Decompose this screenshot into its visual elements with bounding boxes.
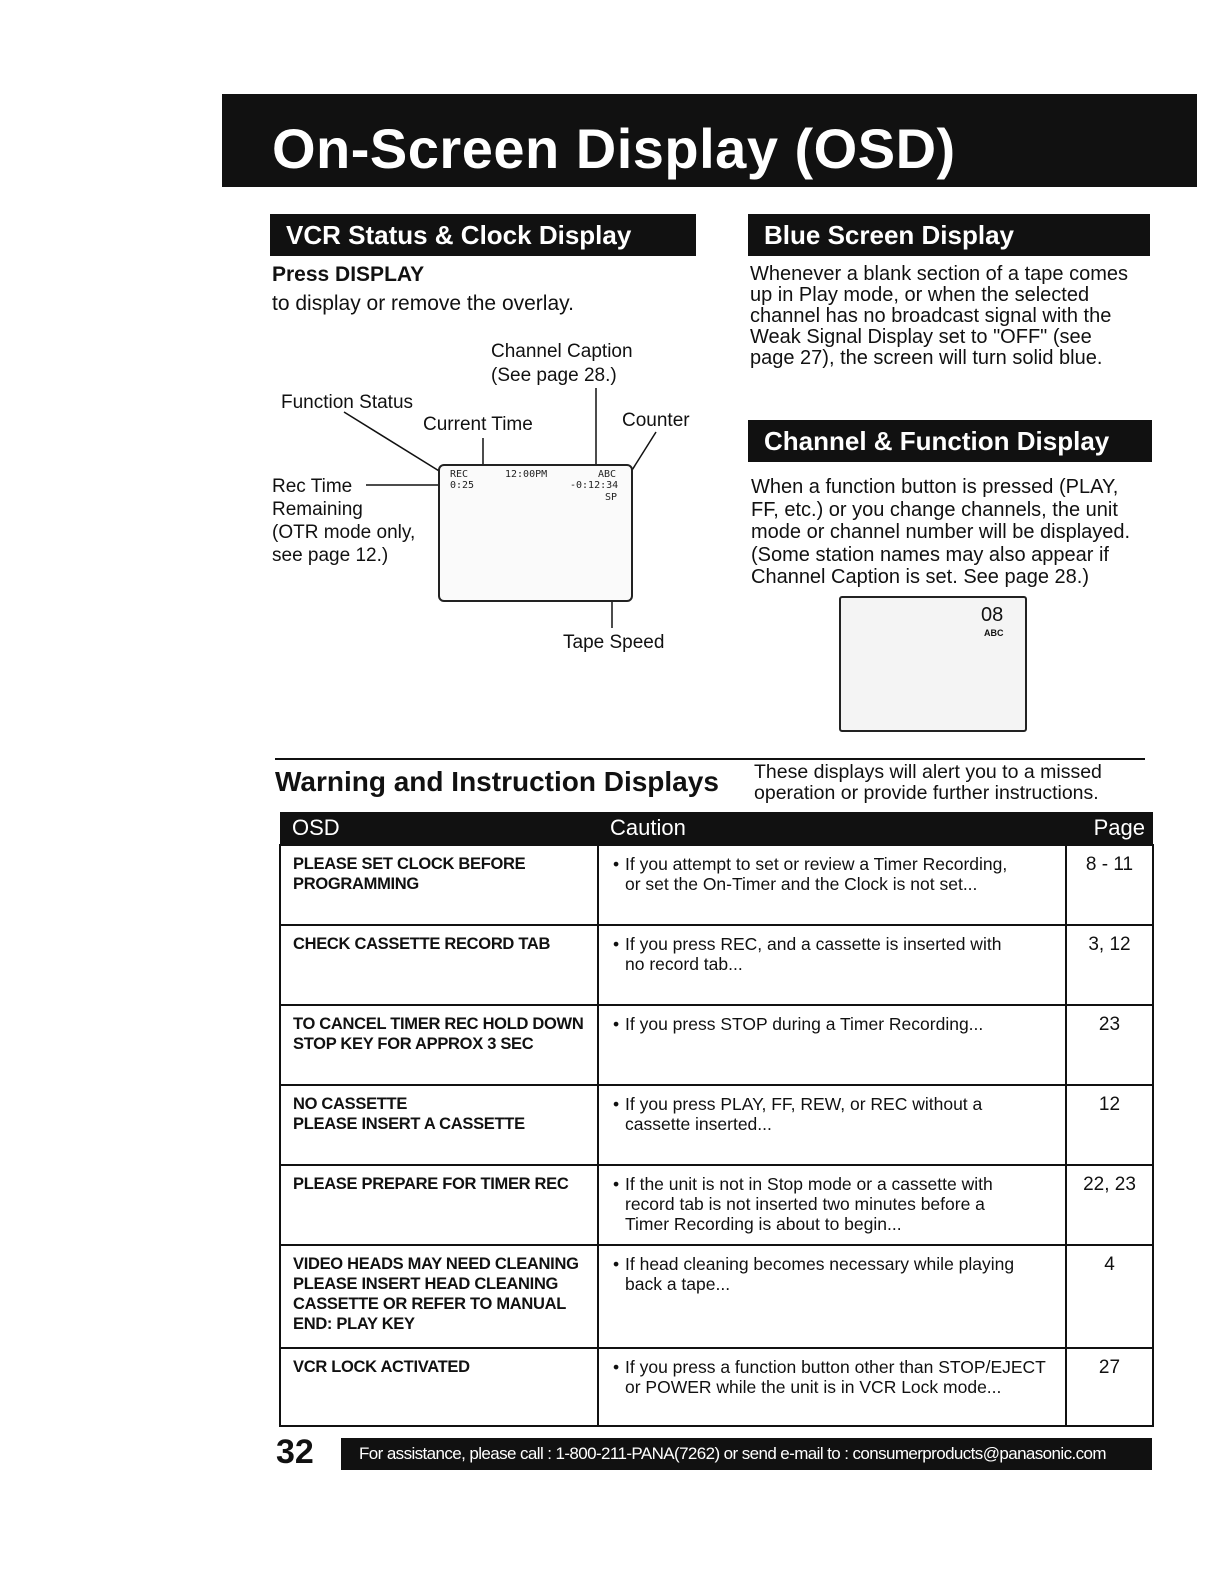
- col-osd: OSD: [280, 812, 598, 845]
- channel-screen-diagram: [839, 596, 1027, 732]
- warning-table: [279, 812, 1154, 1427]
- caution-text: [598, 1348, 1066, 1426]
- caution-text: [598, 845, 1066, 925]
- vcr-status-heading: VCR Status & Clock Display: [270, 214, 696, 256]
- caution-line: If you press REC, and a cassette is inserted with: [625, 934, 1002, 954]
- osd-message-line: CHECK CASSETTE RECORD TAB: [293, 935, 551, 953]
- table-row: [280, 1085, 1153, 1165]
- press-display-desc: to display or remove the overlay.: [272, 292, 574, 315]
- osd-message-line: END: PLAY KEY: [293, 1315, 415, 1333]
- osd-rec-remaining: 0:25: [450, 480, 475, 491]
- col-page: Page: [1066, 812, 1153, 845]
- caution-line: or POWER while the unit is in VCR Lock mode...: [625, 1377, 1002, 1397]
- function-status-label: Function Status: [281, 392, 414, 413]
- blue-screen-text: [750, 264, 1170, 369]
- caution-text: [598, 1165, 1066, 1245]
- table-row: [280, 1348, 1153, 1426]
- caution-line: If the unit is not in Stop mode or a cassette with: [625, 1174, 993, 1194]
- bullet-icon: •: [613, 934, 620, 954]
- osd-message: [280, 845, 598, 925]
- table-row: [280, 845, 1153, 925]
- press-display-label: Press DISPLAY: [272, 263, 425, 286]
- caution-line: no record tab...: [625, 954, 743, 974]
- caution-line: If you press PLAY, FF, REW, or REC without a: [625, 1094, 983, 1114]
- caution-line: If you press STOP during a Timer Recording...: [625, 1014, 984, 1034]
- bullet-icon: •: [613, 1094, 620, 1114]
- caution-line: If head cleaning becomes necessary while playing: [625, 1254, 1015, 1274]
- osd-message-line: CASSETTE OR REFER TO MANUAL: [293, 1295, 567, 1313]
- osd-message-line: VCR LOCK ACTIVATED: [293, 1358, 470, 1376]
- page-number: 32: [276, 1433, 314, 1471]
- osd-message: [280, 1245, 598, 1348]
- caution-text: [598, 1085, 1066, 1165]
- osd-message: [280, 1348, 598, 1426]
- osd-message-line: PLEASE INSERT HEAD CLEANING: [293, 1275, 559, 1293]
- bullet-icon: •: [613, 854, 620, 874]
- table-row: [280, 1245, 1153, 1348]
- osd-message: [280, 1165, 598, 1245]
- table-row: [280, 1165, 1153, 1245]
- warning-heading: Warning and Instruction Displays: [275, 766, 719, 797]
- channel-function-line: Channel Caption is set. See page 28.): [751, 566, 1089, 588]
- osd-screen-diagram: [438, 464, 633, 602]
- channel-function-heading: Channel & Function Display: [748, 420, 1152, 462]
- channel-caption-label: Channel Caption: [491, 341, 633, 362]
- counter-label: Counter: [622, 410, 690, 431]
- osd-message-line: TO CANCEL TIMER REC HOLD DOWN: [293, 1015, 584, 1033]
- rec-time-label: Rec Time: [272, 476, 353, 497]
- caution-text: [598, 925, 1066, 1005]
- blue-screen-line: up in Play mode, or when the selected: [750, 284, 1090, 306]
- bullet-icon: •: [613, 1174, 620, 1194]
- warning-intro-1: These displays will alert you to a missed: [754, 761, 1102, 783]
- blue-screen-line: channel has no broadcast signal with the: [750, 305, 1112, 327]
- caution-line: record tab is not inserted two minutes before a: [625, 1194, 985, 1214]
- blue-screen-line: Weak Signal Display set to "OFF" (see: [750, 326, 1092, 348]
- osd-counter: -0:12:34: [570, 480, 619, 491]
- otr-mode-label: (OTR mode only,: [272, 522, 416, 543]
- caution-line: If you attempt to set or review a Timer Recording,: [625, 854, 1008, 874]
- bullet-icon: •: [613, 1254, 620, 1274]
- caution-text: [598, 1245, 1066, 1348]
- see-page-label: see page 12.): [272, 545, 389, 566]
- current-time-label: Current Time: [423, 414, 533, 435]
- page-ref: 4: [1066, 1245, 1153, 1348]
- page-ref: 8 - 11: [1066, 845, 1153, 925]
- table-row: [280, 925, 1153, 1005]
- osd-message-line: PLEASE SET CLOCK BEFORE: [293, 855, 526, 873]
- page-ref: 22, 23: [1066, 1165, 1153, 1245]
- page-ref: 3, 12: [1066, 925, 1153, 1005]
- osd-abc: ABC: [598, 469, 617, 480]
- assistance-bar: For assistance, please call : 1-800-211-PANA(7262) or send e-mail to : consumerproducts@panasonic.com: [341, 1438, 1152, 1470]
- osd-message: [280, 1005, 598, 1085]
- warning-table-header: [280, 812, 1153, 845]
- osd-message-line: PLEASE INSERT A CASSETTE: [293, 1115, 525, 1133]
- caution-line: back a tape...: [625, 1274, 731, 1294]
- screen-channel-number: 08: [981, 604, 1004, 626]
- channel-function-line: When a function button is pressed (PLAY,: [751, 476, 1119, 498]
- rec-remaining-label: Remaining: [272, 499, 363, 520]
- screen-station-name: ABC: [984, 628, 1004, 638]
- bullet-icon: •: [613, 1014, 620, 1034]
- blue-screen-line: Whenever a blank section of a tape comes: [750, 263, 1128, 285]
- warning-divider: [275, 758, 1145, 760]
- osd-message-line: NO CASSETTE: [293, 1095, 408, 1113]
- page-ref: 12: [1066, 1085, 1153, 1165]
- caution-line: cassette inserted...: [625, 1114, 772, 1134]
- caution-line: or set the On-Timer and the Clock is not set...: [625, 874, 978, 894]
- osd-message-line: STOP KEY FOR APPROX 3 SEC: [293, 1035, 534, 1053]
- osd-rec: REC: [450, 469, 469, 480]
- channel-function-text: [751, 476, 1171, 589]
- tape-speed-label: Tape Speed: [563, 632, 665, 653]
- channel-function-line: mode or channel number will be displayed.: [751, 521, 1131, 543]
- page-ref: 23: [1066, 1005, 1153, 1085]
- warning-intro-2: operation or provide further instructions.: [754, 782, 1099, 804]
- osd-speed: SP: [605, 492, 618, 503]
- page-title: On-Screen Display (OSD): [272, 117, 956, 180]
- blue-screen-heading: Blue Screen Display: [748, 214, 1150, 256]
- table-row: [280, 1005, 1153, 1085]
- blue-screen-line: page 27), the screen will turn solid blue.: [750, 347, 1103, 369]
- channel-function-line: (Some station names may also appear if: [751, 543, 1109, 566]
- osd-message-line: PLEASE PREPARE FOR TIMER REC: [293, 1175, 569, 1193]
- osd-message: [280, 1085, 598, 1165]
- col-caution: Caution: [598, 812, 1066, 845]
- channel-function-line: FF, etc.) or you change channels, the unit: [751, 498, 1118, 521]
- osd-message: [280, 925, 598, 1005]
- caution-text: [598, 1005, 1066, 1085]
- caution-line: Timer Recording is about to begin...: [625, 1214, 902, 1234]
- osd-message-line: VIDEO HEADS MAY NEED CLEANING: [293, 1255, 579, 1273]
- osd-clock: 12:00PM: [505, 469, 548, 480]
- function-status-pointer: [344, 412, 444, 474]
- channel-caption-page: (See page 28.): [491, 365, 617, 386]
- osd-message-line: PROGRAMMING: [293, 875, 419, 893]
- page-ref: 27: [1066, 1348, 1153, 1426]
- bullet-icon: •: [613, 1357, 620, 1377]
- caution-line: If you press a function button other than STOP/EJECT: [625, 1357, 1046, 1377]
